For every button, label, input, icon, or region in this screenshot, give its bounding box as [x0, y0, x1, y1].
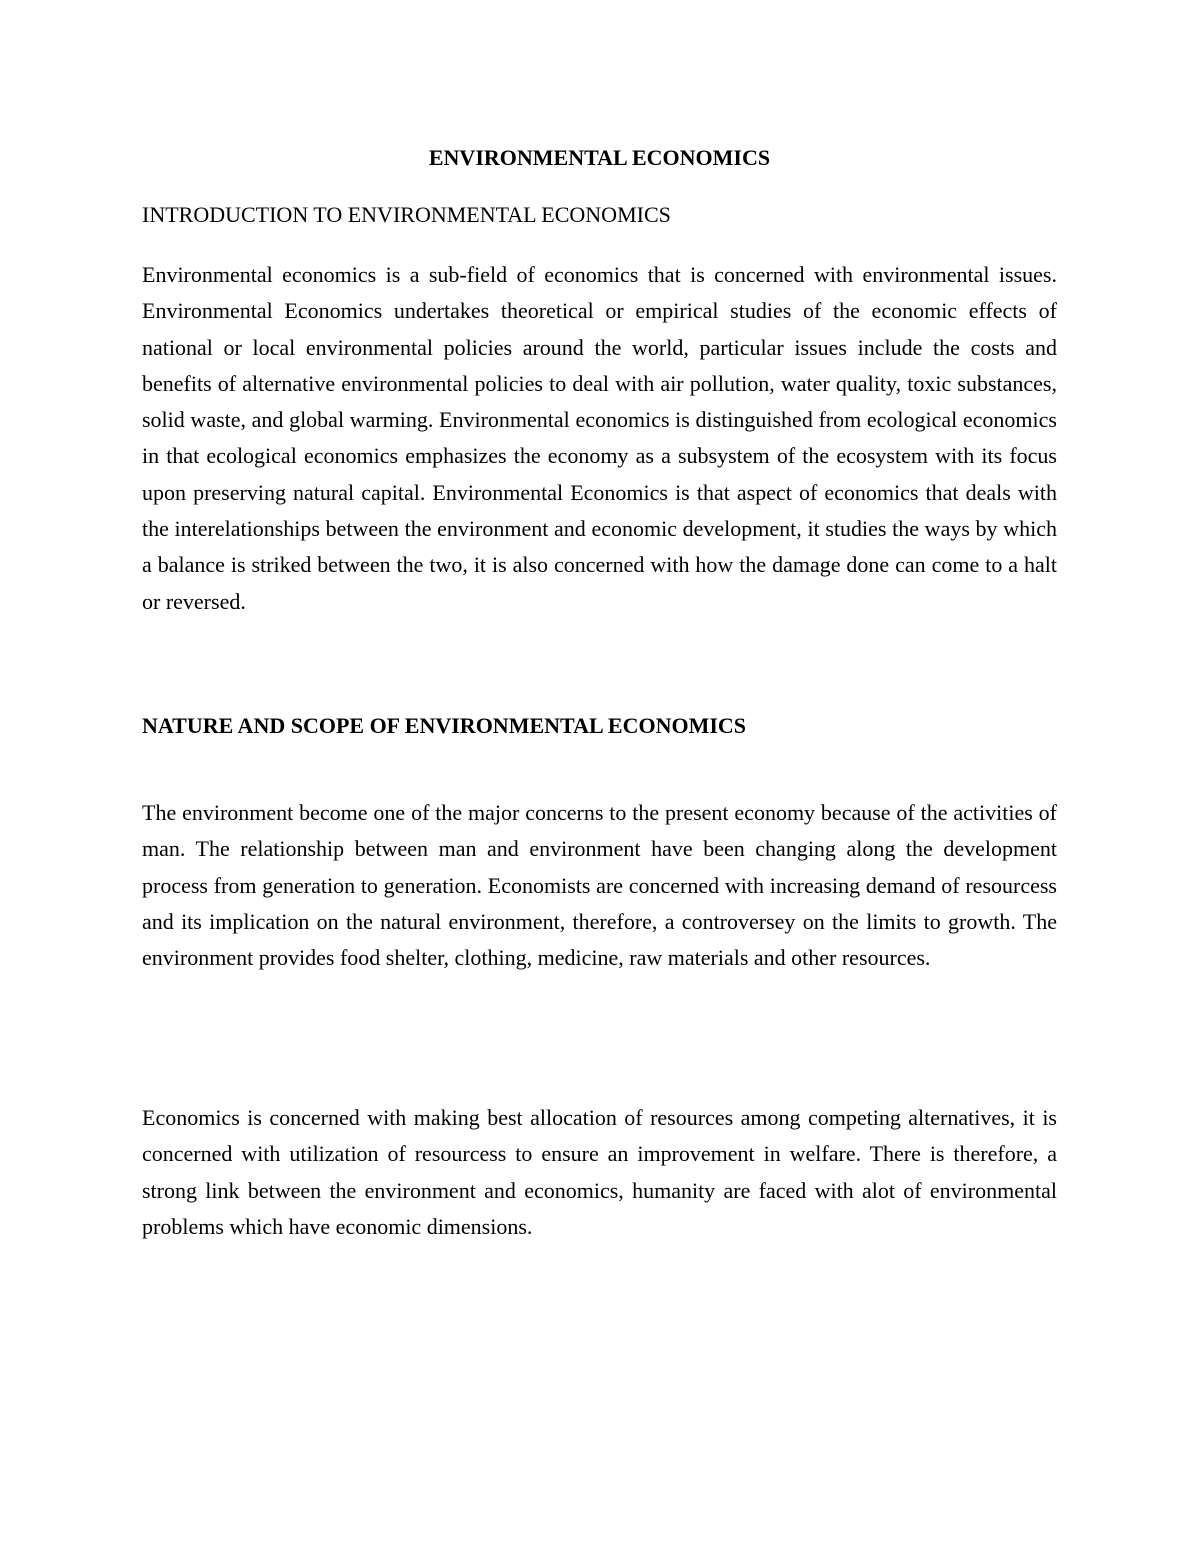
nature-scope-heading: NATURE AND SCOPE OF ENVIRONMENTAL ECONOMICS: [142, 713, 747, 738]
document-title: ENVIRONMENTAL ECONOMICS: [428, 145, 771, 170]
nature-paragraph-2: Economics is concerned with making best allocation of resources among competing alternatives, it is concerned with utilization of resourcess to ensure an improvement in welfare. There is therefore, a strong link between the environment and economics, humanity are faced with alot of environmental problems which have economic dimensions.: [142, 1105, 1057, 1239]
introduction-heading: INTRODUCTION TO ENVIRONMENTAL ECONOMICS: [142, 202, 671, 227]
introduction-paragraph: Environmental economics is a sub-field of economics that is concerned with environmental issues. Environmental Economics undertakes theoretical or empirical studies of the economic effects of national or local environmental policies around the world, particular issues include the costs and benefits of alternative environmental policies to deal with air pollution, water quality, toxic substances, solid waste, and global warming. Environmental economics is distinguished from ecological economics in that ecological economics emphasizes the economy as a subsystem of the ecosystem with its focus upon preserving natural capital. Environmental Economics is that aspect of economics that deals with the interelationships between the environment and economic development, it studies the ways by which a balance is striked between the two, it is also concerned with how the damage done can come to a halt or reversed.: [142, 262, 1057, 614]
nature-paragraph-1: The environment become one of the major concerns to the present economy because of the activities of man. The relationship between man and environment have been changing along the development process from generation to generation. Economists are concerned with increasing demand of resourcess and its implication on the natural environment, therefore, a controversey on the limits to growth. The environment provides food shelter, clothing, medicine, raw materials and other resources.: [142, 800, 1057, 971]
